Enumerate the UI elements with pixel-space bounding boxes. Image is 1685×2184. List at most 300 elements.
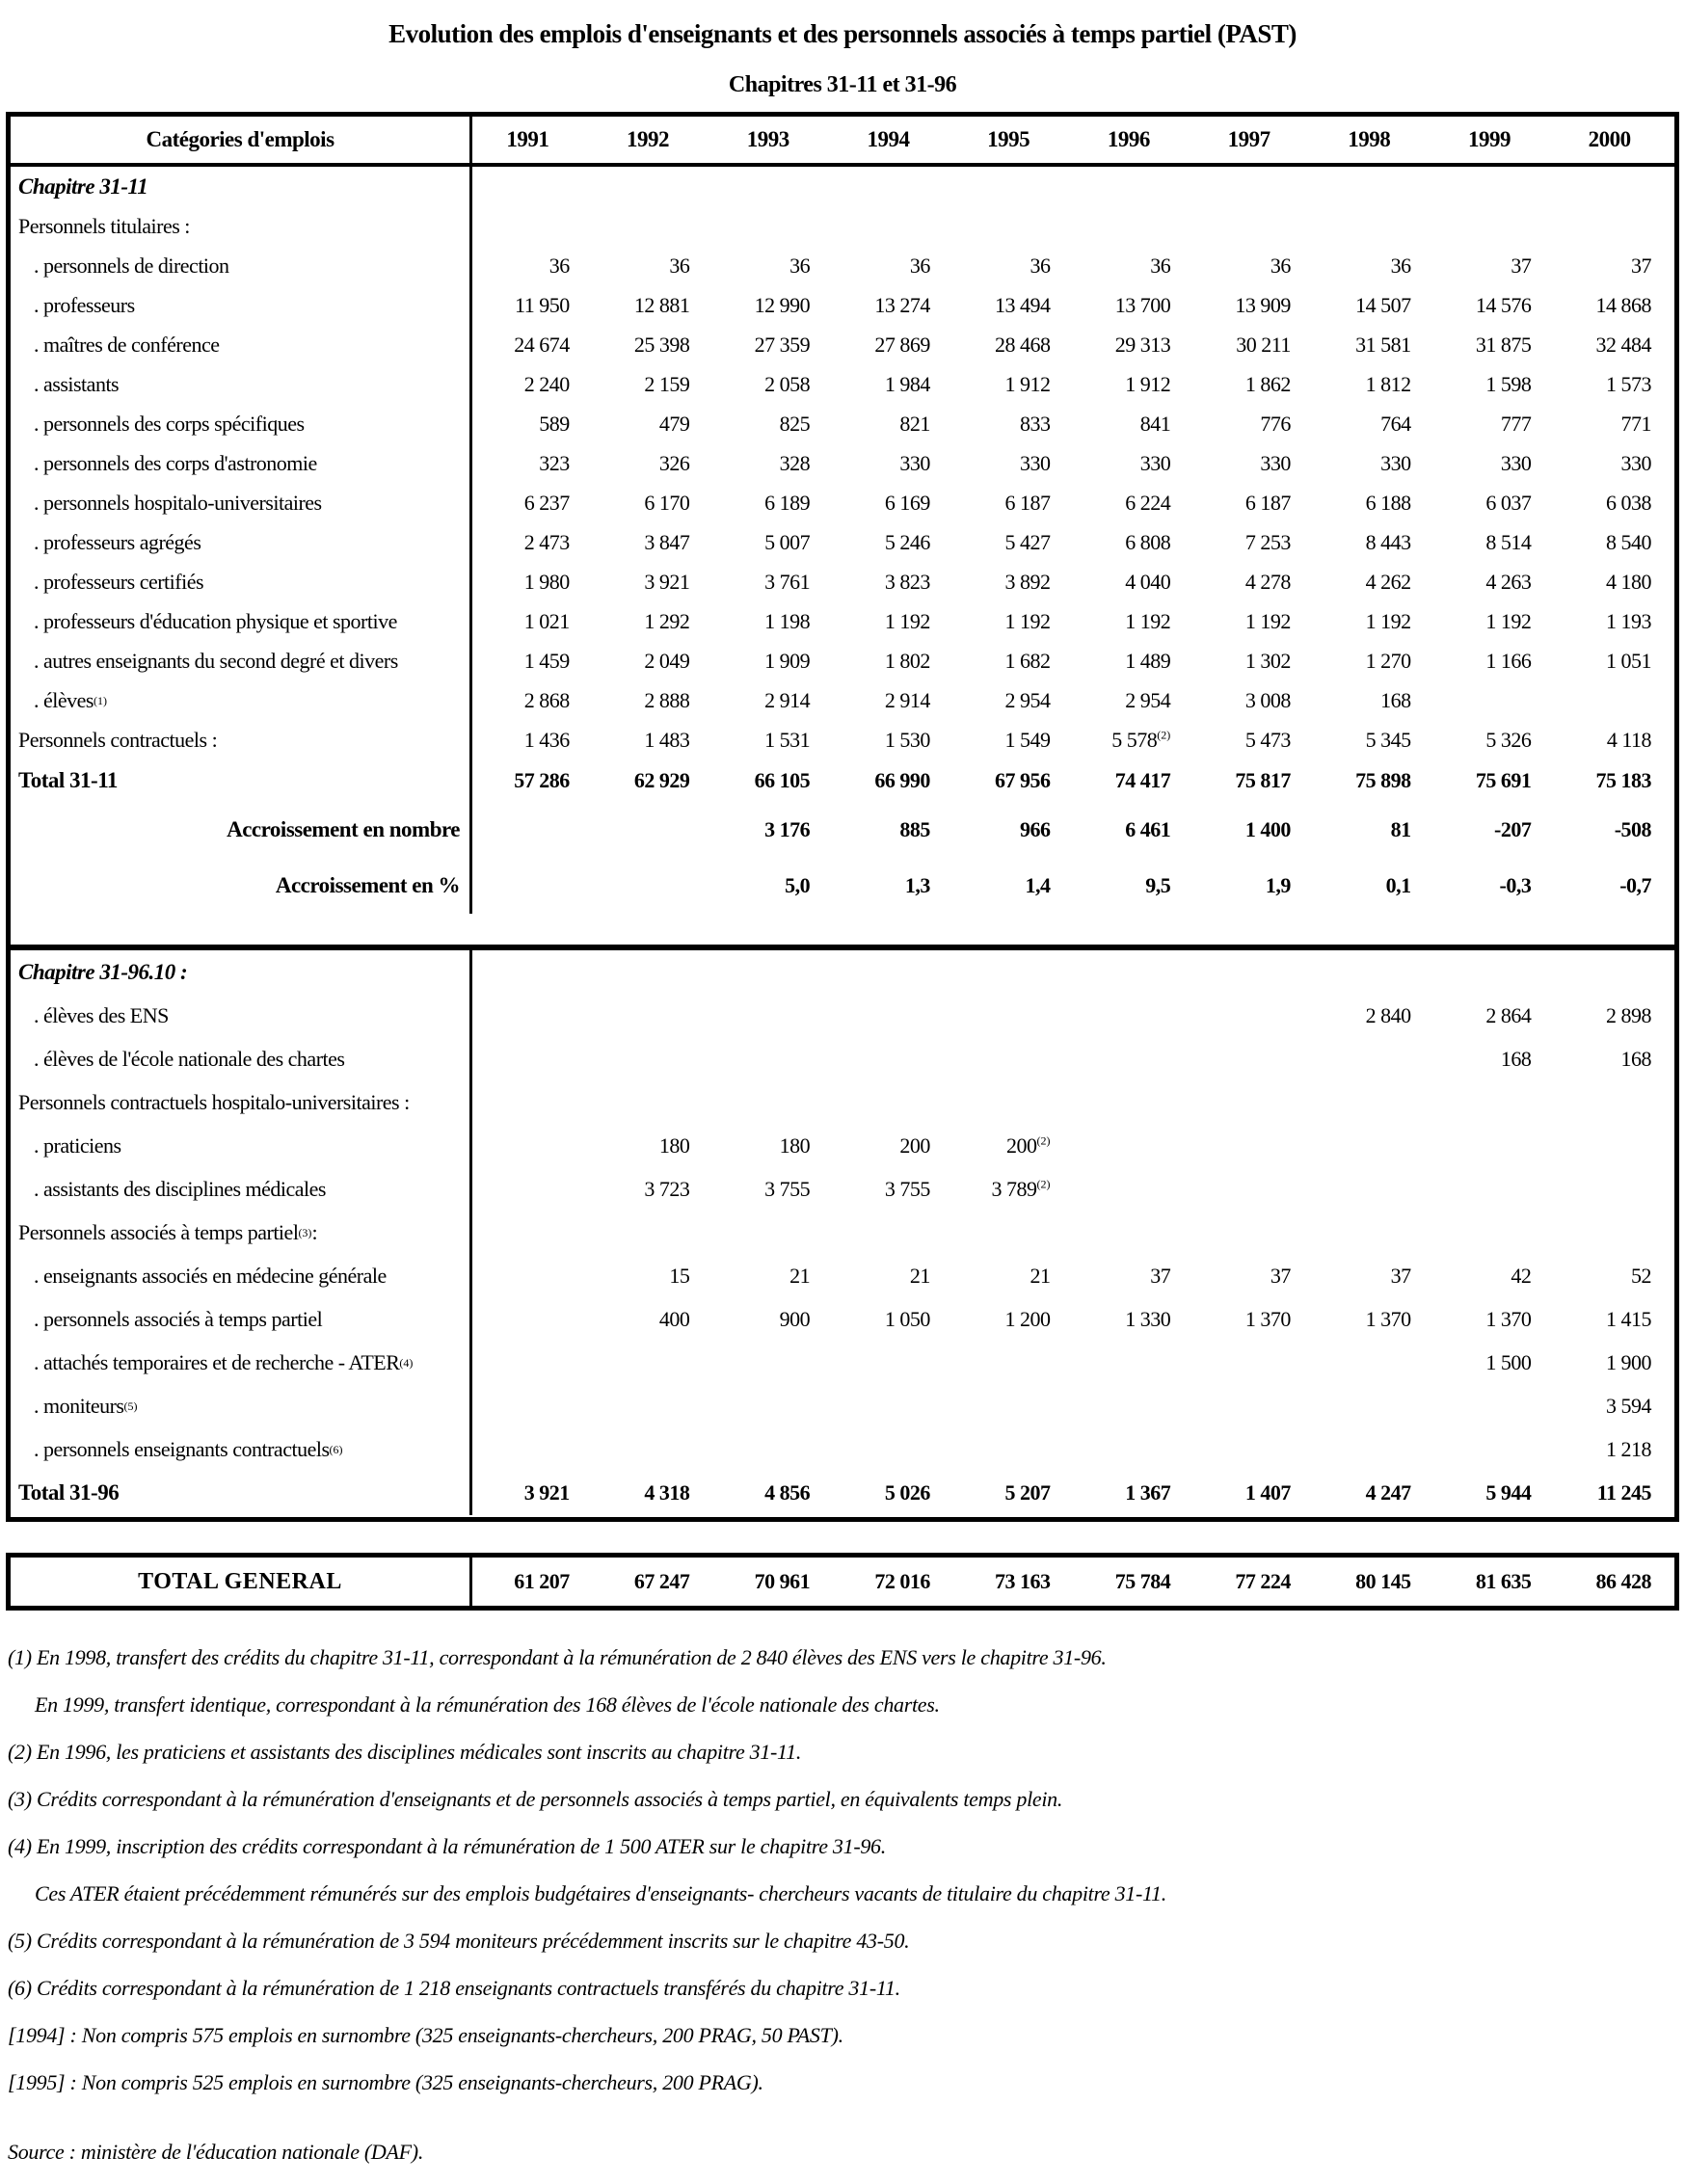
doc-title: Evolution des emplois d'enseignants et des personnels associés à temps partiel (PAST) <box>388 19 1297 48</box>
row-label: . personnels des corps d'astronomie <box>11 443 472 483</box>
value-cell: 73 163 <box>995 1569 1051 1593</box>
value-cell: 32 484 <box>1595 332 1652 357</box>
row-label: . personnels associés à temps partiel <box>11 1297 472 1341</box>
value-cell: 4 278 <box>1244 569 1291 594</box>
year-header: 2000 <box>1588 127 1631 151</box>
row-label: Total 31-11 <box>11 759 472 802</box>
value-cell: 168 <box>1380 687 1411 712</box>
value-cell: 5 026 <box>884 1480 930 1505</box>
value-cell: 6 189 <box>764 490 811 515</box>
row-label: . personnels hospitalo-universitaires <box>11 483 472 522</box>
row-label: . professeurs d'éducation physique et sportive <box>11 601 472 641</box>
value-cell: 37 <box>1150 1263 1171 1288</box>
value-cell: 885 <box>899 817 930 841</box>
value-cell: 1 292 <box>644 608 690 633</box>
value-cell: 2 159 <box>644 371 690 396</box>
value-cell: 1 192 <box>1244 608 1291 633</box>
value-cell: 777 <box>1500 411 1532 436</box>
value-cell: 21 <box>909 1263 930 1288</box>
value-cell: 77 224 <box>1235 1569 1291 1593</box>
value-cell: 3 789$^{(2)}$ <box>991 1176 1051 1201</box>
value-cell: -207 <box>1494 817 1532 841</box>
value-cell: 3 921 <box>644 569 690 594</box>
row-label: . praticiens <box>11 1124 472 1167</box>
row-label: Chapitre 31-11 <box>11 167 472 206</box>
value-cell: 825 <box>779 411 811 436</box>
footnote-line: (1) En 1998, transfert des crédits du chapitre 31-11, correspondant à la rémunération de 2 840 élèves des ENS vers le chapitre 31-96. <box>8 1645 1107 1669</box>
table-row <box>11 1080 1674 1124</box>
value-cell: 1 330 <box>1125 1306 1171 1331</box>
value-cell: 12 990 <box>754 292 811 317</box>
value-cell: 200$^{(2)}$ <box>1006 1132 1051 1158</box>
value-cell: 323 <box>539 450 570 475</box>
table-row <box>11 1384 1674 1427</box>
value-cell: 330 <box>1260 450 1291 475</box>
value-cell: 36 <box>1390 253 1411 278</box>
value-cell: 75 183 <box>1595 768 1652 792</box>
value-cell: 13 700 <box>1114 292 1171 317</box>
value-cell: 1 367 <box>1125 1480 1171 1505</box>
value-cell: 62 929 <box>633 768 690 792</box>
value-cell: 66 105 <box>754 768 811 792</box>
value-cell: 1 370 <box>1485 1306 1532 1331</box>
value-cell: 2 898 <box>1606 1002 1652 1027</box>
row-label: . personnels de direction <box>11 246 472 285</box>
value-cell: 1,3 <box>904 873 930 897</box>
value-cell: 15 <box>669 1263 690 1288</box>
row-label: Total 31-96 <box>11 1471 472 1515</box>
value-cell: 1 489 <box>1125 648 1171 673</box>
table-row <box>11 858 1674 914</box>
value-cell: 12 881 <box>633 292 690 317</box>
value-cell: 1 549 <box>1004 727 1051 752</box>
value-cell: 3 823 <box>884 569 930 594</box>
value-cell: 1 459 <box>523 648 570 673</box>
value-cell: 36 <box>789 253 811 278</box>
value-cell: 1 530 <box>884 727 930 752</box>
footnote-line: [1994] : Non compris 575 emplois en surnombre (325 enseignants-chercheurs, 200 PRAG, 50 PAST). <box>8 2023 843 2047</box>
value-cell: 1 573 <box>1606 371 1652 396</box>
footnote-ref: (2) <box>1036 1133 1051 1148</box>
row-label: . attachés temporaires et de recherche - ATER (4) <box>11 1341 472 1384</box>
main-table <box>6 112 1679 1522</box>
value-cell: 81 635 <box>1475 1569 1532 1593</box>
value-cell: 24 674 <box>514 332 570 357</box>
value-cell: 36 <box>669 253 690 278</box>
row-label: . professeurs agrégés <box>11 522 472 562</box>
value-cell: 4 318 <box>644 1480 690 1505</box>
header-label: Catégories d'emplois <box>11 117 472 163</box>
value-cell: 6 461 <box>1125 817 1171 841</box>
value-cell: 2 840 <box>1365 1002 1411 1027</box>
value-cell: 31 875 <box>1475 332 1532 357</box>
row-label: . professeurs <box>11 285 472 325</box>
value-cell: 1 984 <box>884 371 930 396</box>
value-cell: 36 <box>909 253 930 278</box>
value-cell: 326 <box>658 450 690 475</box>
value-cell: 3 761 <box>764 569 811 594</box>
value-cell: 1 050 <box>884 1306 930 1331</box>
year-header: 1993 <box>746 127 789 151</box>
value-cell: 328 <box>779 450 811 475</box>
table-row <box>11 994 1674 1037</box>
table-row <box>11 950 1674 994</box>
table-row <box>11 1037 1674 1080</box>
value-cell: 330 <box>1020 450 1051 475</box>
value-cell: 1,9 <box>1265 873 1291 897</box>
table-row <box>11 720 1674 759</box>
footnote-line: (2) En 1996, les praticiens et assistants des disciplines médicales sont inscrits au chapitre 31-11. <box>8 1740 802 1764</box>
value-cell: 1 400 <box>1244 817 1291 841</box>
value-cell: 180 <box>779 1132 811 1158</box>
value-cell: 36 <box>1150 253 1171 278</box>
value-cell: 36 <box>1030 253 1051 278</box>
table-row <box>11 601 1674 641</box>
table-row <box>11 522 1674 562</box>
table-row <box>11 802 1674 858</box>
value-cell: 1 192 <box>1365 608 1411 633</box>
table-row <box>11 404 1674 443</box>
value-cell: 821 <box>899 411 930 436</box>
table-row <box>11 1167 1674 1211</box>
value-cell: 75 784 <box>1114 1569 1171 1593</box>
value-cell: 6 037 <box>1485 490 1532 515</box>
value-cell: 833 <box>1020 411 1051 436</box>
footnotes <box>8 1645 1677 2095</box>
value-cell: 5 944 <box>1485 1480 1532 1505</box>
year-header: 1992 <box>627 127 670 151</box>
value-cell: 72 016 <box>874 1569 930 1593</box>
value-cell: 8 514 <box>1485 529 1532 554</box>
value-cell: 13 909 <box>1235 292 1291 317</box>
row-label: Personnels contractuels hospitalo-universitaires : <box>11 1080 472 1124</box>
year-header: 1994 <box>867 127 910 151</box>
value-cell: 589 <box>539 411 570 436</box>
table-row <box>11 1211 1674 1254</box>
row-label: Chapitre 31-96.10 : <box>11 950 472 994</box>
value-cell: 1 531 <box>764 727 811 752</box>
row-label: . enseignants associés en médecine générale <box>11 1254 472 1297</box>
table-row <box>11 1558 1674 1606</box>
value-cell: 6 237 <box>523 490 570 515</box>
value-cell: 330 <box>1139 450 1171 475</box>
row-label: . assistants <box>11 364 472 404</box>
value-cell: 21 <box>789 1263 811 1288</box>
value-cell: 36 <box>548 253 570 278</box>
table-row <box>11 206 1674 246</box>
value-cell: 27 869 <box>874 332 930 357</box>
value-cell: 30 211 <box>1236 332 1291 357</box>
value-cell: 4 856 <box>764 1480 811 1505</box>
value-cell: 2 954 <box>1004 687 1051 712</box>
row-label: Personnels associés à temps partiel (3) : <box>11 1211 472 1254</box>
table-row <box>11 1471 1674 1515</box>
value-cell: 8 443 <box>1365 529 1411 554</box>
table-row <box>11 325 1674 364</box>
value-cell: 4 247 <box>1365 1480 1411 1505</box>
value-cell: 70 961 <box>754 1569 811 1593</box>
value-cell: 1 370 <box>1244 1306 1291 1331</box>
value-cell: 330 <box>1500 450 1532 475</box>
value-cell: 1 370 <box>1365 1306 1411 1331</box>
year-header: 1995 <box>987 127 1030 151</box>
value-cell: 13 494 <box>995 292 1051 317</box>
table-row <box>11 483 1674 522</box>
value-cell: 86 428 <box>1595 1569 1652 1593</box>
value-cell: 1 900 <box>1606 1349 1652 1374</box>
value-cell: 4 263 <box>1485 569 1532 594</box>
value-cell: 2 049 <box>644 648 690 673</box>
footnote-line: (4) En 1999, inscription des crédits correspondant à la rémunération de 1 500 ATER sur le chapitre 31-96. <box>8 1834 886 1858</box>
value-cell: -0,3 <box>1499 873 1532 897</box>
row-label: . professeurs certifiés <box>11 562 472 601</box>
value-cell: 1 909 <box>764 648 811 673</box>
value-cell: 1 192 <box>1004 608 1051 633</box>
row-label: . élèves (1) <box>11 680 472 720</box>
value-cell: 966 <box>1020 817 1051 841</box>
value-cell: -0,7 <box>1619 873 1652 897</box>
section-chapitre-31-96 <box>11 945 1674 1517</box>
row-label: Accroissement en nombre <box>11 802 472 858</box>
table-row <box>11 443 1674 483</box>
value-cell: 1 483 <box>644 727 690 752</box>
value-cell: 2 240 <box>523 371 570 396</box>
value-cell: 3 176 <box>764 817 811 841</box>
value-cell: 1 166 <box>1485 648 1532 673</box>
value-cell: 42 <box>1511 1263 1532 1288</box>
value-cell: 67 247 <box>633 1569 690 1593</box>
value-cell: 37 <box>1270 1263 1291 1288</box>
value-cell: 1 192 <box>884 608 930 633</box>
table-row <box>11 1254 1674 1297</box>
value-cell: 1 270 <box>1365 648 1411 673</box>
row-label: . personnels des corps spécifiques <box>11 404 472 443</box>
value-cell: 11 950 <box>515 292 570 317</box>
value-cell: 27 359 <box>754 332 811 357</box>
value-cell: 52 <box>1631 1263 1652 1288</box>
year-header: 1991 <box>506 127 549 151</box>
value-cell: 1 500 <box>1485 1349 1532 1374</box>
value-cell: 37 <box>1511 253 1532 278</box>
row-label: . autres enseignants du second degré et divers <box>11 641 472 680</box>
value-cell: 3 921 <box>523 1480 570 1505</box>
row-label: . moniteurs (5) <box>11 1384 472 1427</box>
value-cell: 5,0 <box>785 873 811 897</box>
value-cell: 776 <box>1260 411 1291 436</box>
value-cell: 1 193 <box>1606 608 1652 633</box>
table-row <box>11 1124 1674 1167</box>
value-cell: 3 594 <box>1606 1393 1652 1418</box>
value-cell: 6 038 <box>1606 490 1652 515</box>
footnote-line: (3) Crédits correspondant à la rémunération d'enseignants et de personnels associés à temps partiel, en équivalents temps plein. <box>8 1787 1063 1811</box>
value-cell: 1 912 <box>1004 371 1051 396</box>
value-cell: 1 980 <box>523 569 570 594</box>
value-cell: 2 888 <box>644 687 690 712</box>
value-cell: 4 040 <box>1125 569 1171 594</box>
value-cell: 5 326 <box>1485 727 1532 752</box>
value-cell: 37 <box>1390 1263 1411 1288</box>
value-cell: 1 436 <box>523 727 570 752</box>
row-label: Personnels contractuels : <box>11 720 472 759</box>
value-cell: 3 847 <box>644 529 690 554</box>
table-row <box>11 364 1674 404</box>
value-cell: 36 <box>1270 253 1291 278</box>
value-cell: 1 218 <box>1606 1436 1652 1461</box>
value-cell: 2 058 <box>764 371 811 396</box>
value-cell: 9,5 <box>1145 873 1171 897</box>
value-cell: 3 723 <box>644 1176 690 1201</box>
value-cell: 5 473 <box>1244 727 1291 752</box>
section-chapitre-31-11 <box>11 167 1674 945</box>
value-cell: 6 187 <box>1244 490 1291 515</box>
row-label: . élèves des ENS <box>11 994 472 1037</box>
value-cell: 5 007 <box>764 529 811 554</box>
table-row <box>11 1341 1674 1384</box>
value-cell: 1 598 <box>1485 371 1532 396</box>
value-cell: 4 262 <box>1365 569 1411 594</box>
value-cell: 6 170 <box>644 490 690 515</box>
year-header: 1999 <box>1467 127 1511 151</box>
table-row <box>11 641 1674 680</box>
value-cell: 771 <box>1620 411 1652 436</box>
value-cell: 1,4 <box>1025 873 1051 897</box>
footnote-line: En 1999, transfert identique, correspondant à la rémunération des 168 élèves de l'école nationale des chartes. <box>35 1692 940 1717</box>
value-cell: 75 898 <box>1355 768 1411 792</box>
value-cell: 14 576 <box>1475 292 1532 317</box>
year-header: 1997 <box>1227 127 1270 151</box>
value-cell: 28 468 <box>995 332 1051 357</box>
value-cell: 75 817 <box>1235 768 1291 792</box>
value-cell: 5 427 <box>1004 529 1051 554</box>
value-cell: 1 198 <box>764 608 811 633</box>
table-row <box>11 1427 1674 1471</box>
value-cell: 841 <box>1139 411 1171 436</box>
value-cell: 7 253 <box>1244 529 1291 554</box>
value-cell: 330 <box>899 450 930 475</box>
value-cell: 5 207 <box>1004 1480 1051 1505</box>
value-cell: 3 755 <box>884 1176 930 1201</box>
table-header-row <box>11 117 1674 167</box>
value-cell: 1 415 <box>1606 1306 1652 1331</box>
value-cell: 3 755 <box>764 1176 811 1201</box>
value-cell: 8 540 <box>1606 529 1652 554</box>
value-cell: 900 <box>779 1306 811 1331</box>
value-cell: 1 192 <box>1125 608 1171 633</box>
value-cell: 168 <box>1620 1046 1652 1071</box>
value-cell: 6 187 <box>1004 490 1051 515</box>
year-header: 1996 <box>1107 127 1150 151</box>
value-cell: 74 417 <box>1114 768 1171 792</box>
value-cell: 1 802 <box>884 648 930 673</box>
footnote-line: (5) Crédits correspondant à la rémunération de 3 594 moniteurs précédemment inscrits sur le chapitre 43-50. <box>8 1929 910 1953</box>
value-cell: 66 990 <box>874 768 930 792</box>
value-cell: 0,1 <box>1385 873 1411 897</box>
value-cell: 2 954 <box>1125 687 1171 712</box>
value-cell: 6 808 <box>1125 529 1171 554</box>
value-cell: 67 956 <box>995 768 1051 792</box>
value-cell: 31 581 <box>1355 332 1411 357</box>
value-cell: 4 118 <box>1606 727 1652 752</box>
value-cell: 6 188 <box>1365 490 1411 515</box>
footnote-ref: (2) <box>1036 1177 1051 1191</box>
value-cell: 4 180 <box>1606 569 1652 594</box>
row-label: . maîtres de conférence <box>11 325 472 364</box>
table-row <box>11 1297 1674 1341</box>
value-cell: 21 <box>1030 1263 1051 1288</box>
row-label: Personnels titulaires : <box>11 206 472 246</box>
value-cell: 25 398 <box>633 332 690 357</box>
value-cell: 2 914 <box>764 687 811 712</box>
value-cell: 1 862 <box>1244 371 1291 396</box>
value-cell: 1 051 <box>1606 648 1652 673</box>
table-row <box>11 246 1674 285</box>
value-cell: 75 691 <box>1475 768 1532 792</box>
value-cell: 29 313 <box>1114 332 1171 357</box>
value-cell: 1 200 <box>1004 1306 1051 1331</box>
value-cell: 2 473 <box>523 529 570 554</box>
value-cell: 2 864 <box>1485 1002 1532 1027</box>
table-row <box>11 285 1674 325</box>
value-cell: 6 169 <box>884 490 930 515</box>
row-label: Accroissement en % <box>11 858 472 914</box>
value-cell: 61 207 <box>514 1569 570 1593</box>
table-row <box>11 759 1674 802</box>
table-row <box>11 680 1674 720</box>
row-label: . personnels enseignants contractuels (6) <box>11 1427 472 1471</box>
footnote-line: (6) Crédits correspondant à la rémunération de 1 218 enseignants contractuels transférés du chapitre 31-11. <box>8 1976 900 2000</box>
value-cell: 180 <box>658 1132 690 1158</box>
table-row <box>11 167 1674 206</box>
value-cell: -508 <box>1614 817 1652 841</box>
value-cell: 80 145 <box>1355 1569 1411 1593</box>
value-cell: 3 008 <box>1244 687 1291 712</box>
value-cell: 5 578$^{(2)}$ <box>1111 727 1171 752</box>
value-cell: 1 302 <box>1244 648 1291 673</box>
row-label: TOTAL GENERAL <box>11 1558 472 1606</box>
footnote-line: Ces ATER étaient précédemment rémunérés sur des emplois budgétaires d'enseignants- chercheurs vacants de titulaire du chapitre 31-11. <box>35 1881 1166 1905</box>
value-cell: 1 192 <box>1485 608 1532 633</box>
value-cell: 2 914 <box>884 687 930 712</box>
footnote-ref: (2) <box>1157 728 1171 742</box>
doc-subtitle: Chapitres 31-11 et 31-96 <box>728 72 957 97</box>
value-cell: 1 912 <box>1125 371 1171 396</box>
value-cell: 1 407 <box>1244 1480 1291 1505</box>
value-cell: 400 <box>658 1306 690 1331</box>
value-cell: 764 <box>1380 411 1411 436</box>
value-cell: 11 245 <box>1596 1480 1652 1505</box>
row-label: . élèves de l'école nationale des chartes <box>11 1037 472 1080</box>
grand-total-table <box>6 1553 1679 1611</box>
value-cell: 37 <box>1631 253 1652 278</box>
value-cell: 330 <box>1620 450 1652 475</box>
value-cell: 14 868 <box>1595 292 1652 317</box>
value-cell: 200 <box>899 1132 930 1158</box>
table-row <box>11 562 1674 601</box>
footnote-line: [1995] : Non compris 525 emplois en surnombre (325 enseignants-chercheurs, 200 PRAG). <box>8 2070 763 2094</box>
year-header: 1998 <box>1348 127 1391 151</box>
value-cell: 1 682 <box>1004 648 1051 673</box>
value-cell: 1 812 <box>1365 371 1411 396</box>
source-line: Source : ministère de l'éducation nationale (DAF). <box>8 2140 424 2164</box>
value-cell: 81 <box>1390 817 1411 841</box>
value-cell: 5 345 <box>1365 727 1411 752</box>
value-cell: 479 <box>658 411 690 436</box>
value-cell: 330 <box>1380 450 1411 475</box>
value-cell: 3 892 <box>1004 569 1051 594</box>
value-cell: 13 274 <box>874 292 930 317</box>
value-cell: 6 224 <box>1125 490 1171 515</box>
value-cell: 14 507 <box>1355 292 1411 317</box>
